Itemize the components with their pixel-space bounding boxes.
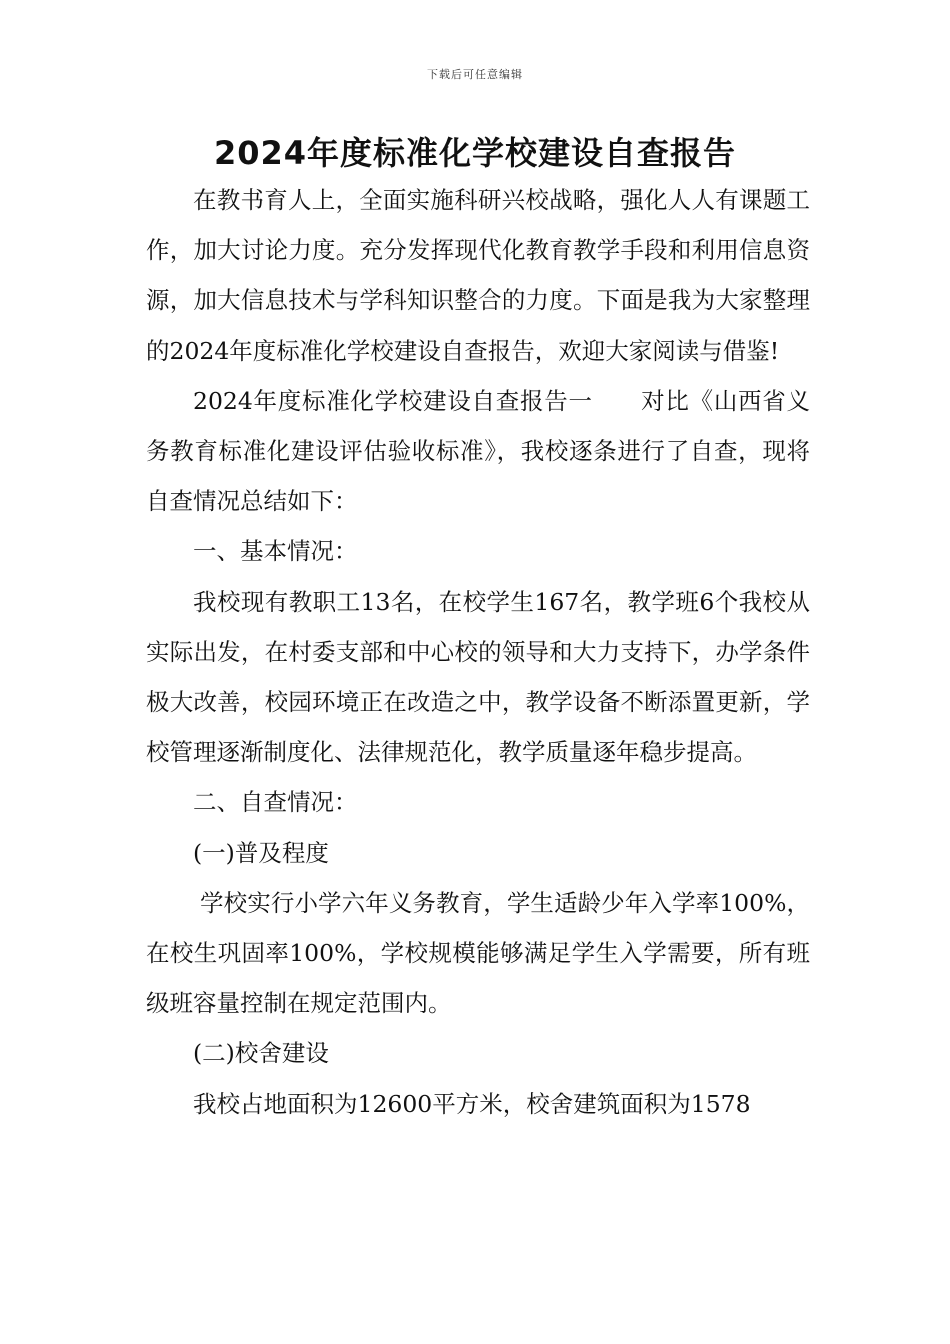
- document-body: [146, 175, 810, 1129]
- section-heading-self-check: 二、自查情况：: [193, 788, 358, 817]
- subsection-heading-popularization: (一)普及程度: [193, 838, 329, 867]
- paragraph-intro: 在教书育人上，全面实施科研兴校战略，强化人人有课题工作，加大讨论力度。充分发挥现代化教育教学手段和利用信息资源，加大信息技术与学科知识整合的力度。下面是我为大家整理的2024年度标准化学校建设自查报告，欢迎大家阅读与借鉴!: [146, 186, 810, 365]
- paragraph-basic-info: 我校现有教职工13名，在校学生167名，教学班6个我校从实际出发，在村委支部和中心校的领导和大力支持下，办学条件极大改善，校园环境正在改造之中，教学设备不断添置更新，学校管理逐渐制度化、法律规范化，教学质量逐年稳步提高。: [146, 587, 810, 767]
- paragraph-school-buildings: 我校占地面积为12600平方米，校舍建筑面积为1578: [193, 1089, 751, 1118]
- paragraph-popularization: 学校实行小学六年义务教育，学生适龄少年入学率100%，在校生巩固率100%，学校规模能够满足学生入学需要，所有班级班容量控制在规定范围内。: [146, 888, 810, 1018]
- section-heading-basic-info: 一、基本情况：: [193, 537, 358, 566]
- paragraph-report-one: 2024年度标准化学校建设自查报告一 对比《山西省义务教育标准化建设评估验收标准》，我校逐条进行了自查，现将自查情况总结如下：: [146, 386, 810, 516]
- header-note: 下载后可任意编辑: [427, 68, 523, 81]
- subsection-heading-school-buildings: (二)校舍建设: [193, 1039, 329, 1068]
- document-title: 2024年度标准化学校建设自查报告: [213, 134, 737, 172]
